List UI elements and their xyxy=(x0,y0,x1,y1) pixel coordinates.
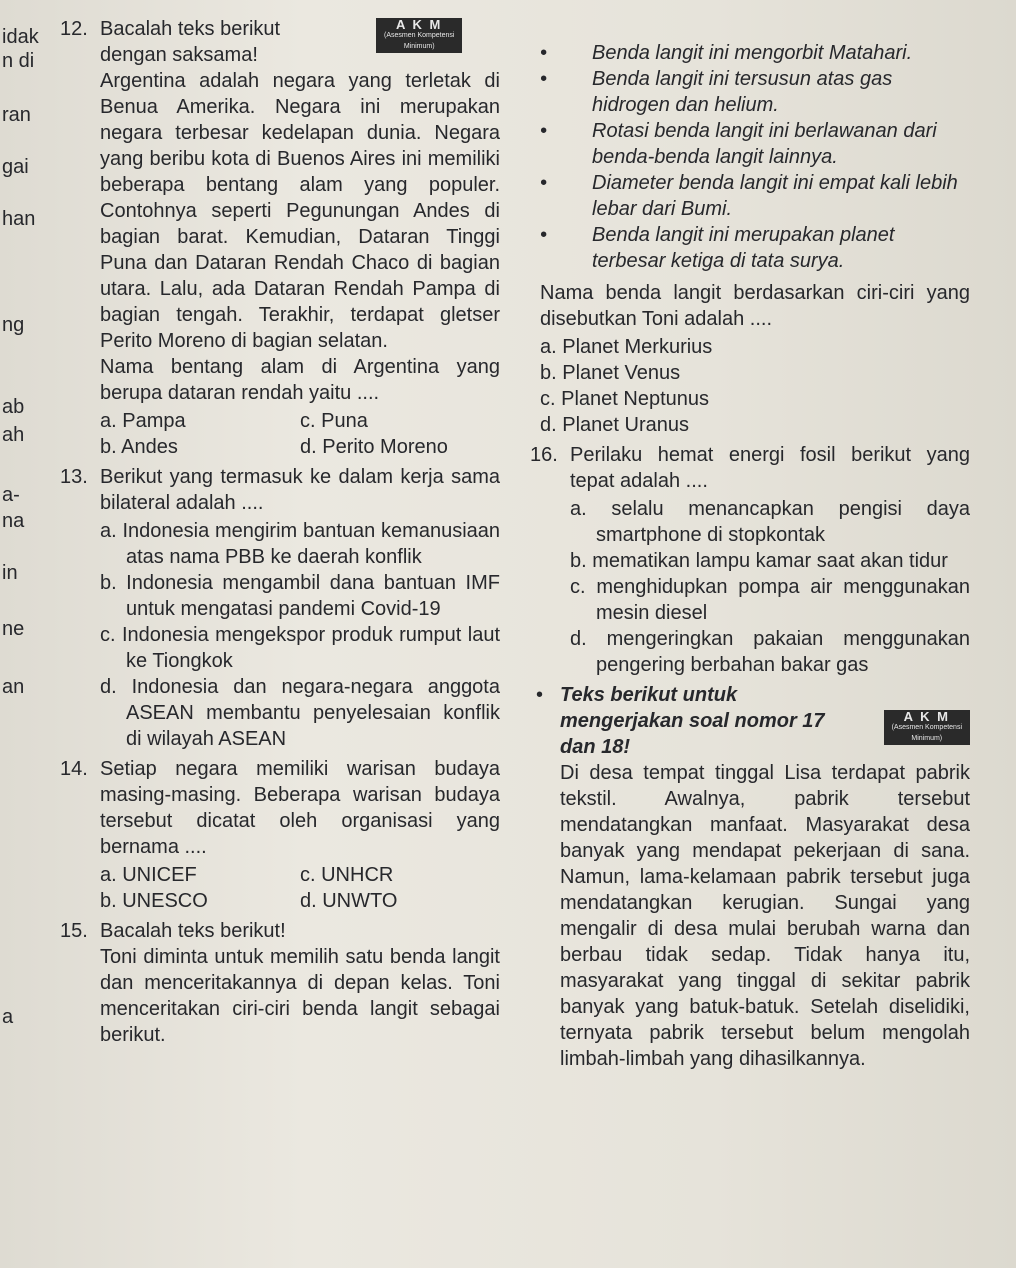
option-b[interactable]: b. Indonesia mengambil dana bantuan IMF untuk mengatasi pandemi Covid-19 xyxy=(100,572,500,620)
edge-fragment: n di xyxy=(2,50,35,72)
edge-fragment: in xyxy=(2,562,18,584)
option-c[interactable]: c. Indonesia mengekspor produk rumput laut ke Tiongkok xyxy=(100,624,500,672)
edge-fragment: ah xyxy=(2,424,25,446)
edge-fragment: an xyxy=(2,676,25,698)
akm-badge xyxy=(376,18,462,53)
akm-logo: A K M (Asesmen Kompetensi Minimum) xyxy=(884,710,970,745)
edge-fragment: han xyxy=(2,208,36,230)
option-c[interactable]: c. UNHCR xyxy=(300,864,394,886)
list-item: • Benda langit ini tersusun atas gas hidrogen dan helium. xyxy=(530,66,970,118)
option-d[interactable]: d. mengeringkan pakaian menggunakan pengering berbahan bakar gas xyxy=(570,628,970,676)
edge-fragment: idak xyxy=(2,26,39,48)
option-a[interactable]: a. Indonesia mengirim bantuan kemanusiaan atas nama PBB ke daerah konflik xyxy=(100,520,500,568)
edge-fragment: a xyxy=(2,1006,14,1028)
question-number: 13. xyxy=(60,466,88,488)
question-number: 14. xyxy=(60,758,88,780)
passage: Argentina adalah negara yang terletak di Benua Amerika. Negara ini merupakan negara terbesar kedelapan dunia. Negara yang beribu kota di Buenos Aires ini memiliki beberapa bentang alam yang populer. Contohnya seperti Pegunungan Andes di bagian barat. Kemudian, Dataran Tinggi Puna dan Dataran Rendah Chaco di bagian utara. Lalu, ada Dataran Rendah Pampa di bagian tengah. Terakhir, terdapat gletser Perito Moreno di bagian selatan. xyxy=(100,70,500,352)
option-d[interactable]: d. Perito Moreno xyxy=(300,436,448,458)
edge-fragment: na xyxy=(2,510,25,532)
bullet: • xyxy=(536,684,544,706)
option-b[interactable]: b. Planet Venus xyxy=(540,362,681,384)
section-heading: Teks berikut untuk mengerjakan soal nomor 17 dan 18! xyxy=(560,684,825,758)
question-15-text: Nama benda langit berdasarkan ciri-ciri yang disebutkan Toni adalah .... xyxy=(540,282,970,330)
list-item: • Benda langit ini mengorbit Matahari. xyxy=(530,40,970,66)
question-13 xyxy=(60,464,500,752)
passage: Di desa tempat tinggal Lisa terdapat pabrik tekstil. Awalnya, pabrik tersebut mendatangkan manfaat. Masyarakat desa banyak yang mendapat pekerjaan di sana. Namun, lama-kelamaan pabrik tersebut juga mendatangkan kerugian. Sungai yang mengalir di desa mulai berubah warna dan berbau tidak sedap. Tidak hanya itu, masyarakat yang tinggal di sekitar pabrik banyak yang batuk-batuk. Setelah diselidiki, ternyata pabrik tersebut belum mengolah limbah-limbah yang dihasilkannya. xyxy=(560,762,970,1070)
edge-fragment: ne xyxy=(2,618,25,640)
options xyxy=(100,408,500,460)
edge-fragment: ab xyxy=(2,396,25,418)
question-15 xyxy=(60,918,500,1048)
left-column xyxy=(60,16,500,1052)
instruction: Bacalah teks berikut! xyxy=(100,920,286,942)
edge-fragment: a- xyxy=(2,484,20,506)
question-text: Setiap negara memiliki warisan budaya masing-masing. Beberapa warisan budaya tersebut dicatat oleh organisasi yang bernama .... xyxy=(100,758,500,858)
option-b[interactable]: b. mematikan lampu kamar saat akan tidur xyxy=(570,550,948,572)
text-17-18 xyxy=(530,682,970,1072)
question-12 xyxy=(60,16,500,460)
edge-fragment: ran xyxy=(2,104,31,126)
options xyxy=(570,496,970,678)
passage: Toni diminta untuk memilih satu benda langit dan menceritakannya di depan kelas. Toni menceritakan ciri-ciri benda langit sebagai berikut. xyxy=(100,946,500,1046)
option-d[interactable]: d. Indonesia dan negara-negara anggota ASEAN membantu penyelesaian konflik di wilayah ASEAN xyxy=(100,676,500,750)
option-a[interactable]: a. selalu menancapkan pengisi daya smartphone di stopkontak xyxy=(570,498,970,546)
question-text: Perilaku hemat energi fosil berikut yang tepat adalah .... xyxy=(570,444,970,492)
question-number: 15. xyxy=(60,920,88,942)
question-16 xyxy=(530,442,970,678)
option-b[interactable]: b. UNESCO xyxy=(100,890,208,912)
question-14 xyxy=(60,756,500,914)
question-text: Berikut yang termasuk ke dalam kerja sama bilateral adalah .... xyxy=(100,466,500,514)
instruction: Bacalah teks berikut dengan saksama! xyxy=(100,18,281,66)
akm-logo: A K M (Asesmen Kompetensi Minimum) xyxy=(376,18,462,53)
list-item: • Rotasi benda langit ini berlawanan dari benda-benda langit lainnya. xyxy=(530,118,970,170)
akm-badge xyxy=(884,710,970,745)
edge-fragment: ng xyxy=(2,314,25,336)
option-d[interactable]: d. Planet Uranus xyxy=(540,414,689,436)
options xyxy=(100,518,500,752)
option-a[interactable]: a. Planet Merkurius xyxy=(540,336,713,358)
option-c[interactable]: c. Puna xyxy=(300,410,368,432)
option-a[interactable]: a. Pampa xyxy=(100,410,186,432)
question-number: 16. xyxy=(530,444,558,466)
right-column xyxy=(530,40,970,1076)
edge-fragment: gai xyxy=(2,156,29,178)
q15-characteristics-list xyxy=(530,40,970,274)
option-d[interactable]: d. UNWTO xyxy=(300,890,398,912)
list-item: • Diameter benda langit ini empat kali lebih lebar dari Bumi. xyxy=(530,170,970,222)
options xyxy=(100,862,500,914)
question-number: 12. xyxy=(60,18,88,40)
question-text: Nama bentang alam di Argentina yang berupa dataran rendah yaitu .... xyxy=(100,356,500,404)
question-15-options xyxy=(530,334,970,438)
list-item: • Benda langit ini merupakan planet terbesar ketiga di tata surya. xyxy=(530,222,970,274)
option-a[interactable]: a. UNICEF xyxy=(100,864,197,886)
option-c[interactable]: c. Planet Neptunus xyxy=(540,388,709,410)
option-b[interactable]: b. Andes xyxy=(100,436,178,458)
option-c[interactable]: c. menghidupkan pompa air menggunakan mesin diesel xyxy=(570,576,970,624)
